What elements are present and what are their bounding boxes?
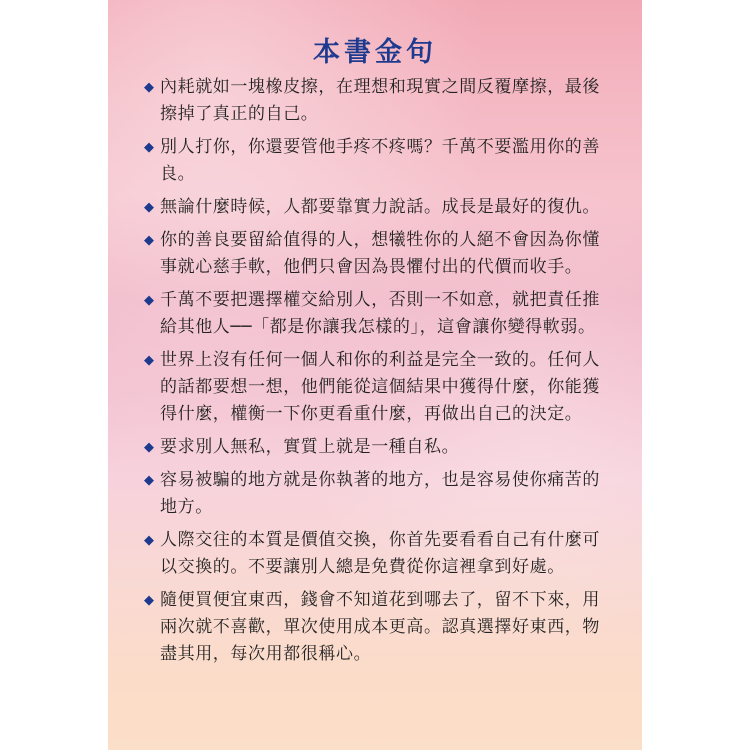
diamond-bullet-icon: ◆ — [144, 140, 154, 155]
quote-item — [144, 227, 614, 281]
quote-text: 隨便買便宜東西，錢會不知道花到哪去了，留不下來，用兩次就不喜歡，單次使用成本更高。認真選擇好東西，物盡其用，每次用都很稱心。 — [160, 590, 600, 664]
quote-text: 千萬不要把選擇權交給別人，否則一不如意，就把責任推給其他人──「都是你讓我怎樣的」，這會讓你變得軟弱。 — [160, 290, 600, 337]
diamond-bullet-icon: ◆ — [144, 80, 154, 95]
diamond-bullet-icon: ◆ — [144, 200, 154, 215]
quote-text: 世界上沒有任何一個人和你的利益是完全一致的。任何人的話都要想一想，他們能從這個結果中獲得什麼，你能獲得什麼，權衡一下你更看重什麼，再做出自己的決定。 — [160, 350, 600, 424]
diamond-bullet-icon: ◆ — [144, 353, 154, 368]
quote-text: 要求別人無私，實質上就是一種自私。 — [160, 437, 460, 457]
quote-item — [144, 527, 614, 581]
diamond-bullet-icon: ◆ — [144, 293, 154, 308]
quote-item — [144, 587, 614, 668]
diamond-bullet-icon: ◆ — [144, 593, 154, 608]
quote-item — [144, 287, 614, 341]
quote-item — [144, 467, 614, 521]
diamond-bullet-icon: ◆ — [144, 533, 154, 548]
diamond-bullet-icon: ◆ — [144, 473, 154, 488]
quote-text: 無論什麼時候，人都要靠實力說話。成長是最好的復仇。 — [160, 197, 600, 217]
diamond-bullet-icon: ◆ — [144, 440, 154, 455]
quote-page — [108, 0, 642, 750]
quote-item — [144, 434, 614, 461]
quote-text: 別人打你，你還要管他手疼不疼嗎？千萬不要濫用你的善良。 — [160, 137, 600, 184]
quote-item — [144, 347, 614, 428]
diamond-bullet-icon: ◆ — [144, 233, 154, 248]
quote-item — [144, 194, 614, 221]
quote-list — [144, 74, 614, 674]
quote-text: 你的善良要留給值得的人，想犧牲你的人絕不會因為你懂事就心慈手軟，他們只會因為畏懼付出的代價而收手。 — [160, 230, 600, 277]
page-title: 本書金句 — [313, 37, 437, 68]
quote-item — [144, 134, 614, 188]
quote-item — [144, 74, 614, 128]
quote-text: 人際交往的本質是價值交換，你首先要看看自己有什麼可以交換的。不要讓別人總是免費從你這裡拿到好處。 — [160, 530, 600, 577]
quote-text: 內耗就如一塊橡皮擦，在理想和現實之間反覆摩擦，最後擦掉了真正的自己。 — [160, 77, 600, 124]
quote-text: 容易被騙的地方就是你執著的地方，也是容易使你痛苦的地方。 — [160, 470, 600, 517]
